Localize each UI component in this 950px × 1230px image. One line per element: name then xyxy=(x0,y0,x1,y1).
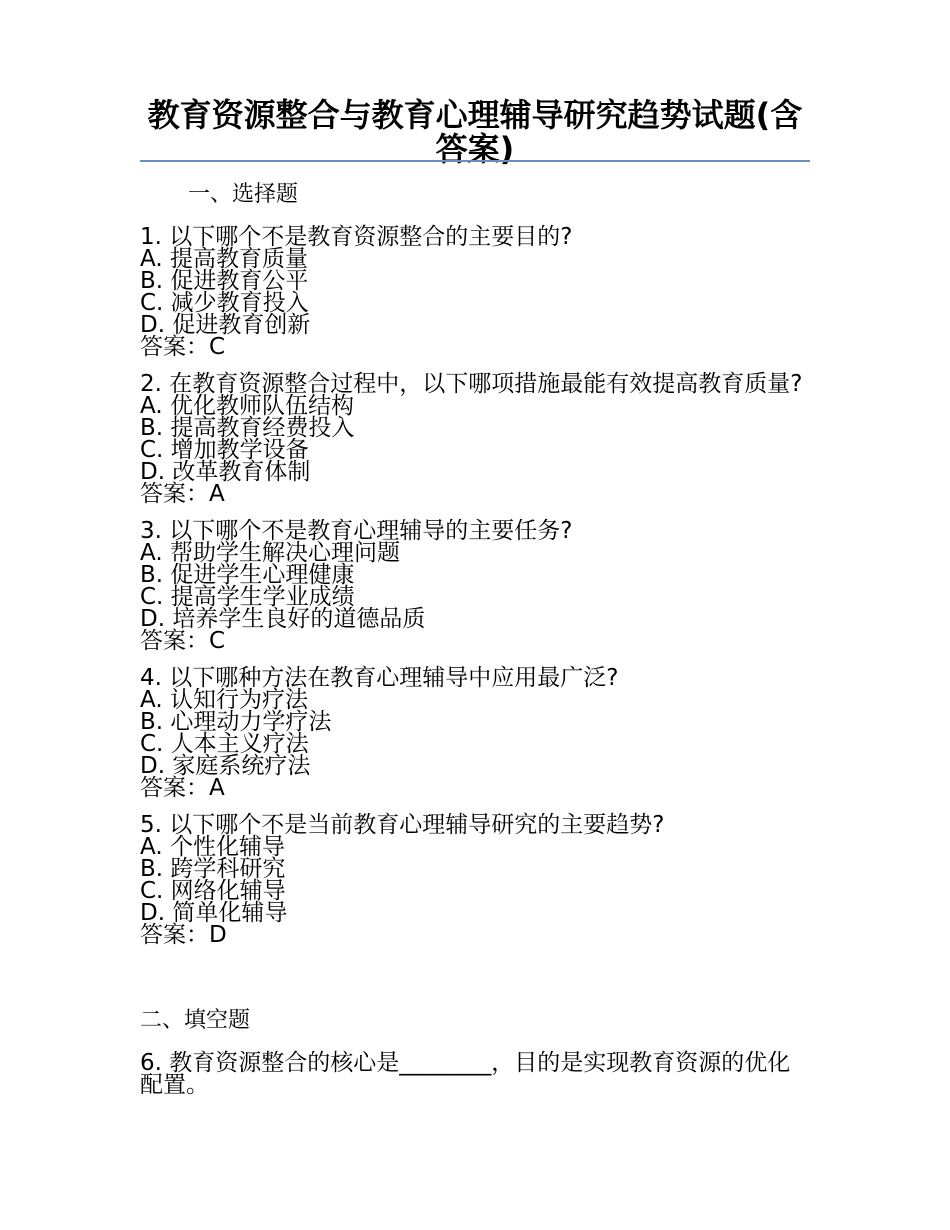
question-option: D. 简单化辅导 xyxy=(140,900,288,926)
question-answer: 答案：D xyxy=(140,922,227,948)
question-option: B. 跨学科研究 xyxy=(140,856,286,882)
question-answer: 答案：A xyxy=(140,775,225,801)
question-option: C. 人本主义疗法 xyxy=(140,731,309,757)
question-option: B. 促进教育公平 xyxy=(140,268,309,294)
question-block xyxy=(140,814,810,946)
document-title: 教育资源整合与教育心理辅导研究趋势试题(含答案) xyxy=(147,96,803,168)
question-option: C. 减少教育投入 xyxy=(140,290,309,316)
question-option: D. 促进教育创新 xyxy=(140,312,311,338)
question-option: D. 培养学生良好的道德品质 xyxy=(140,606,426,632)
question-block xyxy=(140,667,810,799)
question-block xyxy=(140,373,810,505)
question-option: A. 帮助学生解决心理问题 xyxy=(140,540,400,566)
question-option: C. 增加教学设备 xyxy=(140,437,309,463)
question-block xyxy=(140,520,810,652)
question-stem: 3. 以下哪个不是教育心理辅导的主要任务? xyxy=(140,518,573,544)
question-option: A. 优化教师队伍结构 xyxy=(140,393,354,419)
question-option: B. 促进学生心理健康 xyxy=(140,562,355,588)
question-answer: 答案：C xyxy=(140,628,226,654)
section-heading-fill: 二、填空题 xyxy=(140,1008,251,1033)
question-list xyxy=(140,226,810,961)
question-option: D. 改革教育体制 xyxy=(140,459,311,485)
fill-question: 6. 教育资源整合的核心是________，目的是实现教育资源的优化配置。 xyxy=(140,1050,791,1098)
question-option: C. 提高学生学业成绩 xyxy=(140,584,355,610)
title-underline xyxy=(140,160,810,162)
question-answer: 答案：C xyxy=(140,334,226,360)
section-heading-choice: 一、选择题 xyxy=(188,182,299,207)
question-option: B. 提高教育经费投入 xyxy=(140,415,355,441)
question-stem: 5. 以下哪个不是当前教育心理辅导研究的主要趋势? xyxy=(140,812,665,838)
question-block xyxy=(140,226,810,358)
question-stem: 1. 以下哪个不是教育资源整合的主要目的? xyxy=(140,224,573,250)
question-option: A. 提高教育质量 xyxy=(140,246,308,272)
question-option: A. 认知行为疗法 xyxy=(140,687,308,713)
question-option: C. 网络化辅导 xyxy=(140,878,286,904)
question-stem: 2. 在教育资源整合过程中，以下哪项措施最能有效提高教育质量? xyxy=(140,371,803,397)
question-answer: 答案：A xyxy=(140,481,225,507)
question-option: B. 心理动力学疗法 xyxy=(140,709,332,735)
question-stem: 4. 以下哪种方法在教育心理辅导中应用最广泛? xyxy=(140,665,619,691)
question-option: D. 家庭系统疗法 xyxy=(140,753,311,779)
question-option: A. 个性化辅导 xyxy=(140,834,285,860)
